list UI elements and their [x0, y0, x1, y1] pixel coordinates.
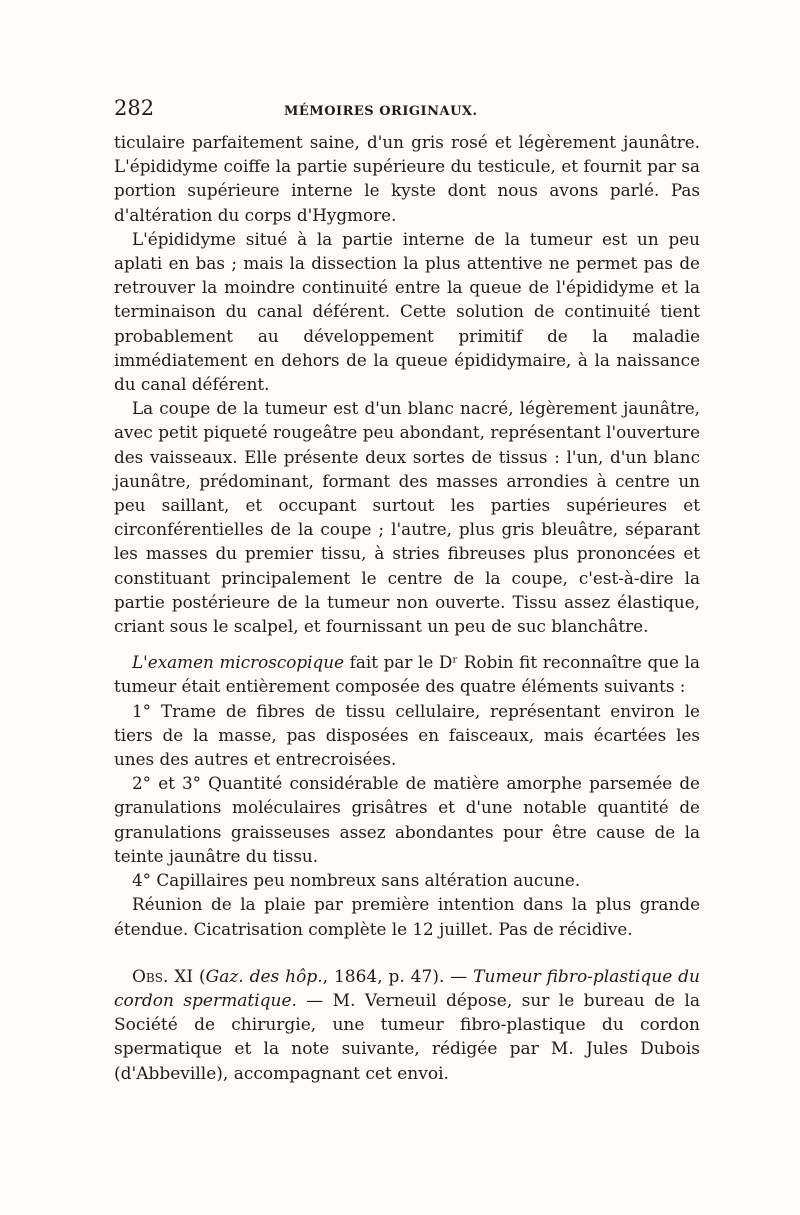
paragraph-4-text: fait par le Dʳ Robin fit reconnaître que la tumeur était entièrement composée des quatre éléments suivants : [114, 652, 700, 697]
paragraph-conclusion: Réunion de la plaie par première intention dans la plus grande étendue. Cicatrisation complète le 12 juillet. Pas de récidive. [114, 894, 700, 939]
page-number: 282 [114, 96, 155, 120]
list-item-1: 1° Trame de fibres de tissu cellulaire, représentant environ le tiers de la masse, pas disposées en faisceaux, mais écartées les unes des autres et entrecroisées. [114, 700, 700, 770]
observation-ref: , 1864, p. 47). — [322, 966, 474, 987]
paragraph-2: L'épididyme situé à la partie interne de la tumeur est un peu aplati en bas ; mais la dissection la plus attentive ne permet pas de retrouver la moindre continuité entre la queue de l'épididyme et la terminaison du canal déférent. Cette solution de continuité tient probablement au développement primitif de la maladie immédiatement en dehors de la queue épididymaire, à la naissance du canal déférent. [114, 228, 700, 395]
list-item-4: 4° Capillaires peu nombreux sans altération aucune. [132, 870, 581, 891]
running-head [114, 96, 700, 130]
paragraph-3: La coupe de la tumeur est d'un blanc nacré, légèrement jaunâtre, avec petit piqueté rougeâtre peu abondant, représentant l'ouverture des vaisseaux. Elle présente deux sortes de tissus : l'un, d'un blanc jaunâtre, prédominant, formant des masses arrondies à centre un peu saillant, et occupant surtout les parties supérieures et circonférentielles de la coupe ; l'autre, plus gris bleuâtre, séparant les masses du premier tissu, à stries fibreuses plus prononcées et constituant principalement le centre de la coupe, c'est-à-dire la partie postérieure de la tumeur non ouverte. Tissu assez élastique, criant sous le scalpel, et fournissant un peu de suc blanchâtre. [114, 398, 700, 637]
observation-label: Obs. XI [132, 966, 194, 987]
emphasis-microscopic-exam: L'examen microscopique [132, 652, 344, 673]
observation-text: — M. Verneuil dépose, sur le bureau de la Société de chirurgie, une tumeur fibro-plastique du cordon spermatique et la note suivante, rédigée par M. Jules Dubois (d'Abbeville), accompagnant cet envoi. [114, 990, 700, 1084]
list-item-2-3: 2° et 3° Quantité considérable de matière amorphe parsemée de granulations moléculaires grisâtres et d'une notable quantité de granulations graisseuses assez abondantes pour être cause de la teinte jaunâtre du tissu. [114, 773, 700, 866]
observation-source: Gaz. des hôp. [205, 966, 323, 987]
body-text [114, 130, 700, 1086]
observation-title: Tumeur fibro-plastique du cordon spermatique. [114, 966, 700, 1011]
running-title: MÉMOIRES ORIGINAUX. [284, 104, 478, 119]
observation-paragraph [114, 965, 700, 1086]
paragraph-4 [114, 650, 700, 698]
observation-paren: ( [193, 966, 206, 987]
paragraph-1: ticulaire parfaitement saine, d'un gris rosé et légèrement jaunâtre. L'épididyme coiffe la partie supérieure du testicule, et fournit par sa portion supérieure interne le kyste dont nous avons parlé. Pas d'altération du corps d'Hygmore. [114, 132, 700, 225]
